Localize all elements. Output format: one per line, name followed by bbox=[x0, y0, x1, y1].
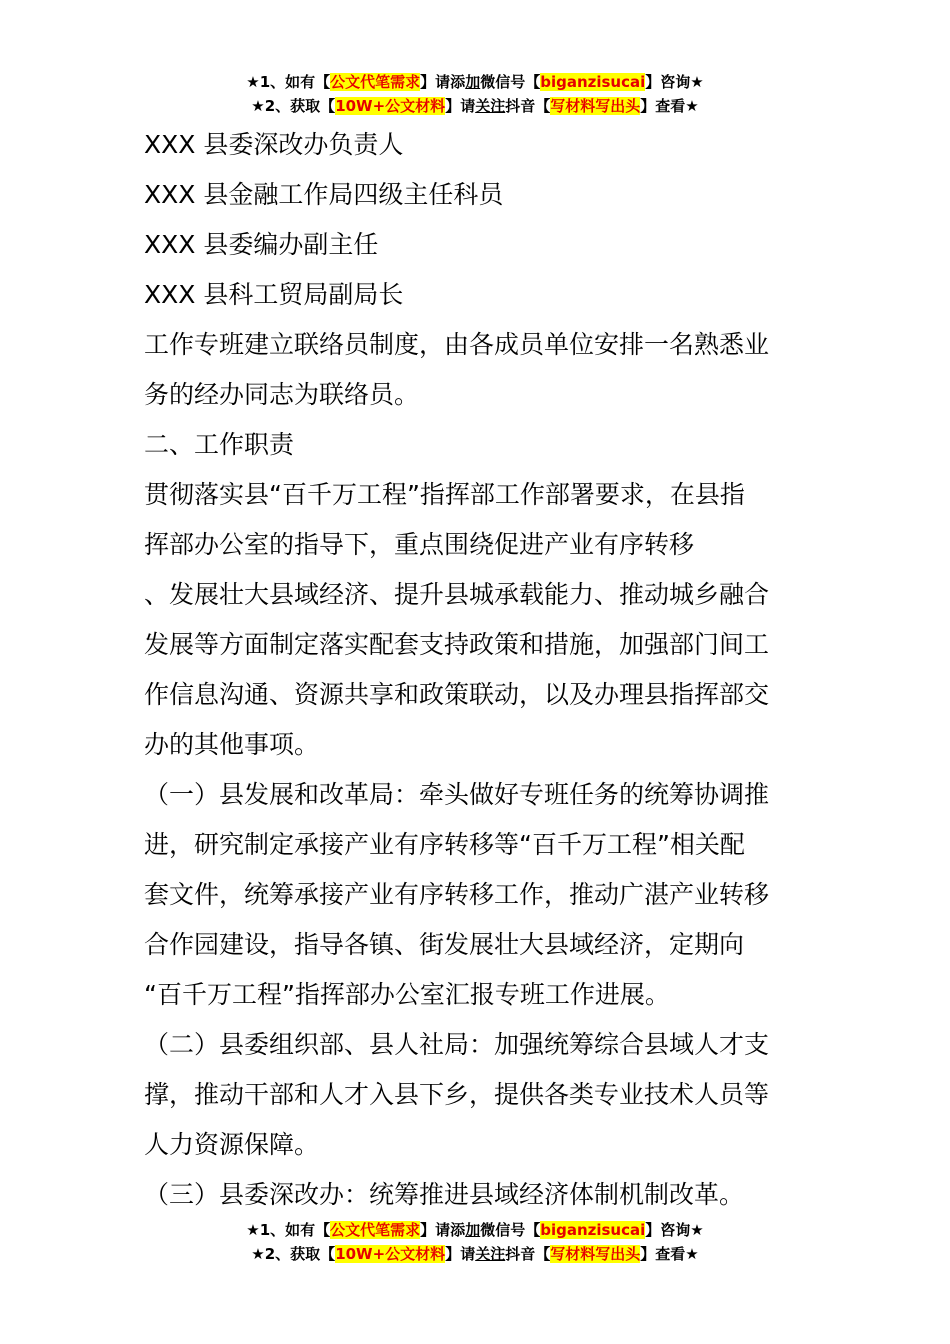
highlight-writing-service: 公文代笔需求 bbox=[330, 73, 421, 91]
banner-text-underlined: 加 bbox=[465, 73, 481, 91]
banner-line-2 bbox=[0, 1242, 950, 1266]
banner-text-underlined: 关注 bbox=[475, 1245, 506, 1263]
highlight-materials: 10W+公文材料 bbox=[335, 1245, 446, 1263]
highlight-wechat-id: biganzisucai bbox=[540, 1221, 646, 1239]
banner-line-2 bbox=[0, 94, 950, 118]
text-line: 办的其他事项。 bbox=[144, 730, 320, 759]
text-line: 进，研究制定承接产业有序转移等“百千万工程”相关配 bbox=[144, 830, 745, 859]
bottom-banner bbox=[0, 1218, 950, 1266]
section-heading: 二、工作职责 bbox=[144, 430, 295, 459]
banner-text: 抖音【 bbox=[505, 97, 551, 115]
highlight-douyin-account: 写材料写出头 bbox=[550, 97, 641, 115]
banner-text: 】请添 bbox=[420, 73, 466, 91]
top-banner bbox=[0, 70, 950, 118]
text-line: 贯彻落实县“百千万工程”指挥部工作部署要求，在县指 bbox=[144, 480, 745, 509]
text-line: （一）县发展和改革局：牵头做好专班任务的统筹协调推 bbox=[144, 780, 770, 809]
text-line: （三）县委深改办：统筹推进县域经济体制机制改革。 bbox=[144, 1180, 745, 1209]
banner-text: 】咨询★ bbox=[645, 1221, 704, 1239]
highlight-writing-service: 公文代笔需求 bbox=[330, 1221, 421, 1239]
banner-text: ★1、如有【 bbox=[246, 73, 331, 91]
banner-text: 抖音【 bbox=[505, 1245, 551, 1263]
text-line: 务的经办同志为联络员。 bbox=[144, 380, 420, 409]
text-line: 工作专班建立联络员制度，由各成员单位安排一名熟悉业 bbox=[144, 330, 770, 359]
banner-text: 】请 bbox=[445, 97, 476, 115]
banner-text: 微信号【 bbox=[480, 1221, 541, 1239]
text-line: XXX 县委深改办负责人 bbox=[144, 130, 404, 159]
banner-line-1 bbox=[0, 1218, 950, 1242]
text-line: 套文件，统筹承接产业有序转移工作，推动广湛产业转移 bbox=[144, 880, 770, 909]
text-line: 发展等方面制定落实配套支持政策和措施，加强部门间工 bbox=[144, 630, 770, 659]
text-line: （二）县委组织部、县人社局：加强统筹综合县域人才支 bbox=[144, 1030, 770, 1059]
banner-text-underlined: 加 bbox=[465, 1221, 481, 1239]
text-line: 挥部办公室的指导下，重点围绕促进产业有序转移 bbox=[144, 530, 695, 559]
banner-text: ★2、获取【 bbox=[251, 1245, 336, 1263]
banner-line-1 bbox=[0, 70, 950, 94]
text-line: 作信息沟通、资源共享和政策联动，以及办理县指挥部交 bbox=[144, 680, 770, 709]
text-line: “百千万工程”指挥部办公室汇报专班工作进展。 bbox=[144, 980, 670, 1009]
banner-text: 】查看★ bbox=[640, 97, 699, 115]
banner-text: 】咨询★ bbox=[645, 73, 704, 91]
highlight-materials: 10W+公文材料 bbox=[335, 97, 446, 115]
document-body bbox=[144, 120, 814, 1220]
text-line: 人力资源保障。 bbox=[144, 1130, 320, 1159]
highlight-douyin-account: 写材料写出头 bbox=[550, 1245, 641, 1263]
banner-text-underlined: 关注 bbox=[475, 97, 506, 115]
text-line: 合作园建设，指导各镇、街发展壮大县域经济，定期向 bbox=[144, 930, 745, 959]
banner-text: ★2、获取【 bbox=[251, 97, 336, 115]
text-line: XXX 县委编办副主任 bbox=[144, 230, 379, 259]
banner-text: 】请 bbox=[445, 1245, 476, 1263]
banner-text: 】查看★ bbox=[640, 1245, 699, 1263]
banner-text: 微信号【 bbox=[480, 73, 541, 91]
text-line: 、发展壮大县域经济、提升县城承载能力、推动城乡融合 bbox=[144, 580, 770, 609]
text-line: XXX 县科工贸局副局长 bbox=[144, 280, 404, 309]
banner-text: 】请添 bbox=[420, 1221, 466, 1239]
banner-text: ★1、如有【 bbox=[246, 1221, 331, 1239]
text-line: 撑，推动干部和人才入县下乡，提供各类专业技术人员等 bbox=[144, 1080, 770, 1109]
text-line: XXX 县金融工作局四级主任科员 bbox=[144, 180, 504, 209]
highlight-wechat-id: biganzisucai bbox=[540, 73, 646, 91]
